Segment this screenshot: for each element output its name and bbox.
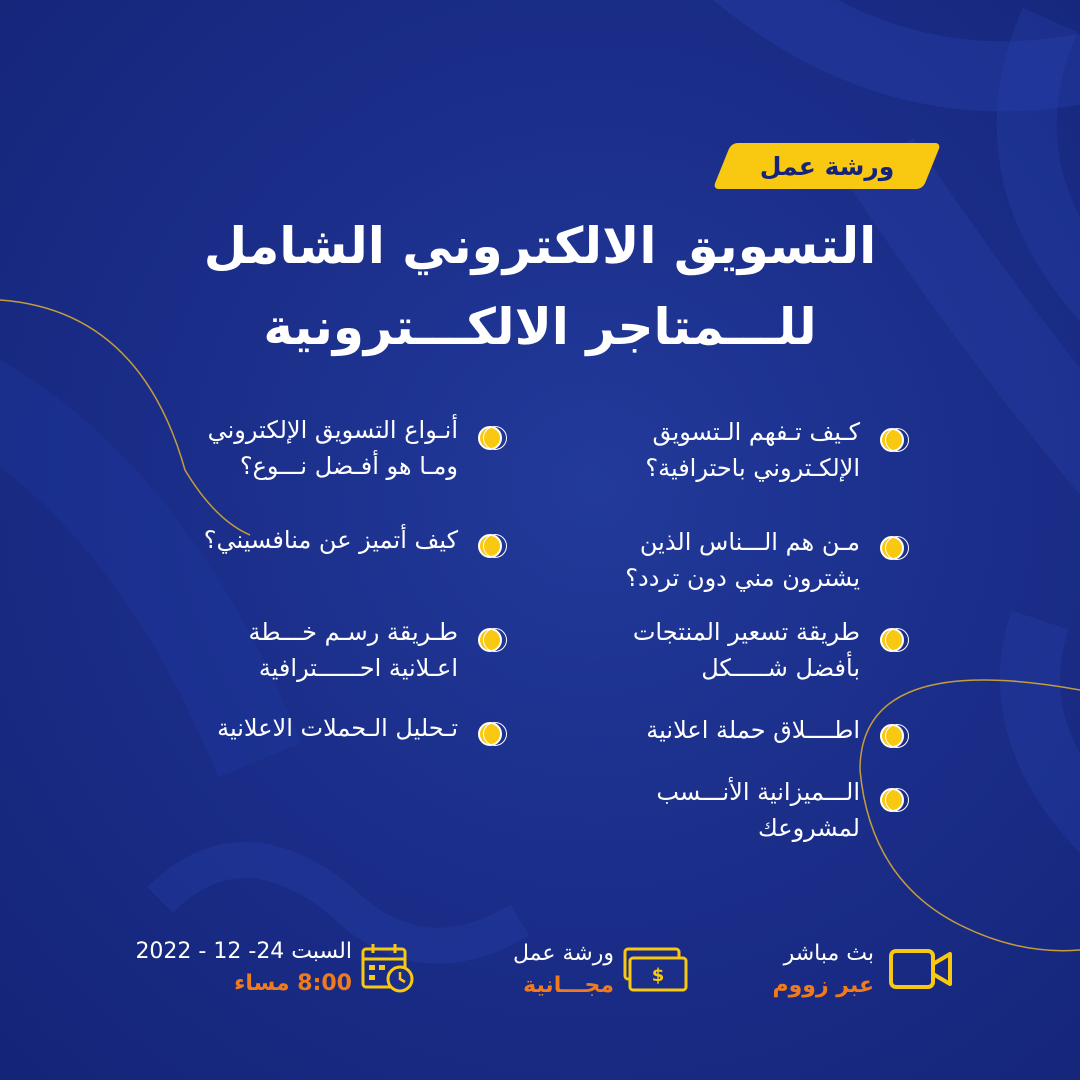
topic-line: بأفضل شـــــكل	[701, 654, 860, 682]
topic-item	[656, 774, 860, 846]
topic-item	[645, 414, 860, 486]
footer-free	[513, 938, 614, 1002]
title-line-1: التسويق الالكتروني الشامل	[203, 217, 877, 275]
bullet-icon	[478, 426, 502, 450]
topic-line: مـن هم الـــناس الذين	[639, 528, 860, 556]
topic-item	[204, 522, 458, 558]
bullet-icon	[880, 788, 904, 812]
topic-line: يشترون مني دون تردد؟	[625, 564, 860, 592]
bullet-icon	[880, 628, 904, 652]
topic-line: ومـا هو أفـضل نـــوع؟	[239, 452, 458, 480]
topic-line: الإلكـتروني باحترافية؟	[645, 454, 860, 482]
topic-line: اطــــلاق حملة اعلانية	[646, 716, 860, 744]
topic-line: أنـواع التسويق الإلكتروني	[207, 416, 458, 444]
topic-item	[633, 614, 860, 686]
topic-item	[248, 614, 458, 686]
topic-line: اعـلانية احــــــترافية	[258, 654, 458, 682]
money-stack-icon	[622, 946, 690, 994]
video-camera-icon	[888, 946, 954, 992]
footer-free-line1: ورشة عمل	[513, 941, 614, 966]
footer-live	[773, 938, 875, 1002]
bullet-icon	[880, 536, 904, 560]
bullet-icon	[880, 724, 904, 748]
topic-line: كـيف تـفهم الـتسويق	[652, 418, 860, 446]
topic-item	[208, 412, 458, 484]
topic-line: تـحليل الـحملات الاعلانية	[217, 714, 458, 742]
topic-line: لمشروعك	[758, 814, 860, 842]
topic-item	[625, 524, 860, 596]
title-line-2: للـــمتاجر الالكـــترونية	[263, 298, 817, 356]
topic-line: طـريقة رسـم خـــطة	[248, 618, 458, 646]
footer-date-line2: 8:00 مساء	[234, 971, 352, 996]
topic-line: الـــميزانية الأنـــسب	[656, 778, 860, 806]
topic-item	[646, 712, 860, 748]
topic-line: كيف أتميز عن منافسيني؟	[203, 526, 458, 554]
footer-date-line1: السبت 24- 12 - 2022	[135, 939, 352, 964]
bullet-icon	[478, 628, 502, 652]
bullet-icon	[478, 722, 502, 746]
bullet-icon	[478, 534, 502, 558]
svg-text:$: $	[651, 965, 665, 986]
workshop-badge: ورشة عمل	[759, 151, 895, 181]
calendar-clock-icon	[360, 942, 416, 994]
footer-free-line2: مجـــانية	[523, 973, 614, 998]
topic-item	[217, 710, 458, 746]
bullet-icon	[880, 428, 904, 452]
footer-live-line1: بث مباشر	[783, 941, 874, 966]
topic-line: طريقة تسعير المنتجات	[632, 618, 860, 646]
footer-live-line2: عبر زووم	[772, 973, 874, 998]
footer-date	[135, 936, 352, 1000]
